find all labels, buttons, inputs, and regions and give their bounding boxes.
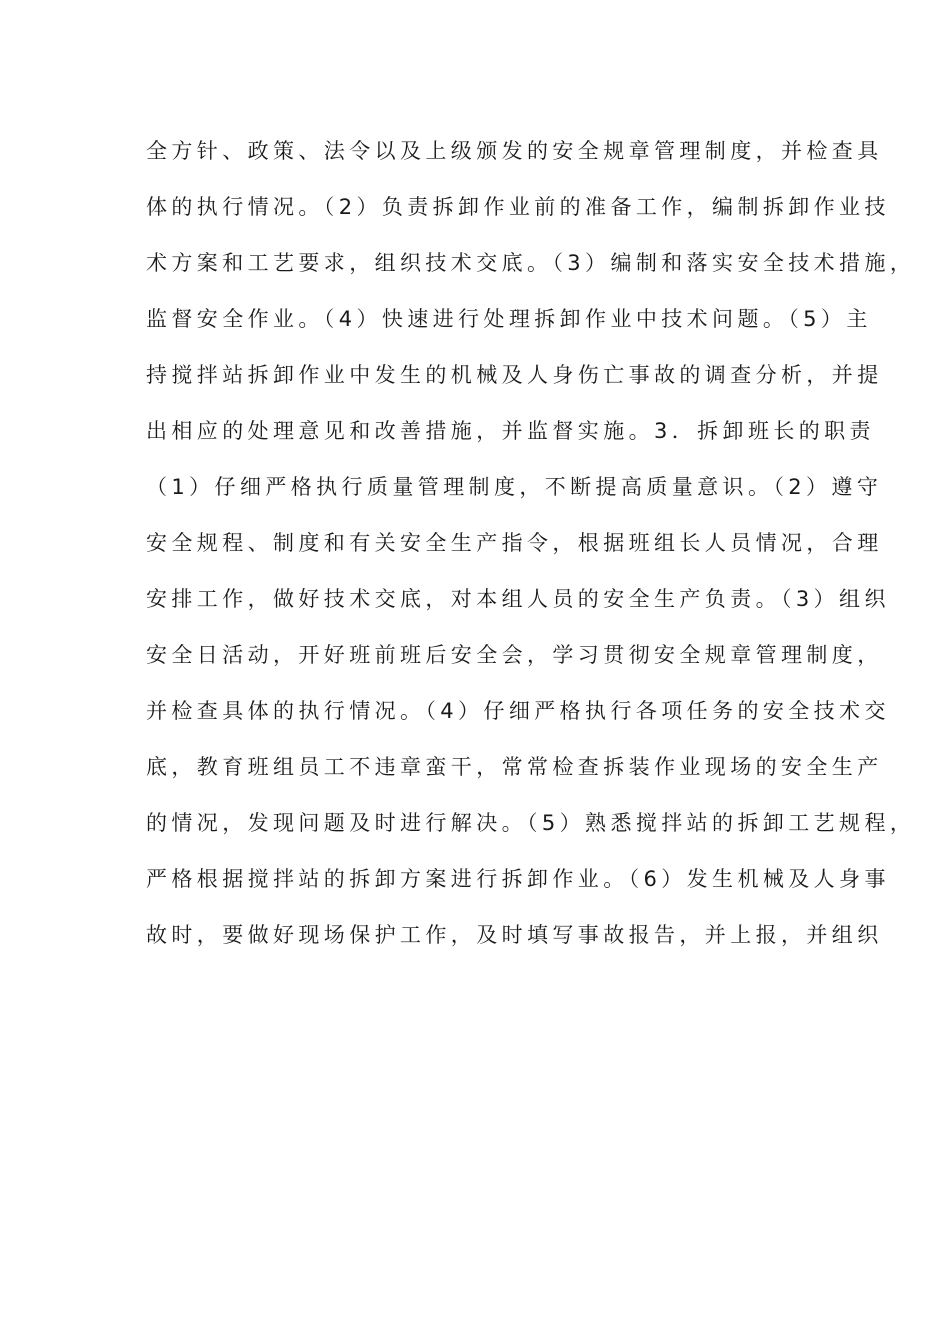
document-body-text — [146, 131, 916, 971]
text-line: （1）仔细严格执行质量管理制度，不断提高质量意识。（2）遵守 — [146, 475, 883, 499]
text-line: 故时，要做好现场保护工作，及时填写事故报告，并上报，并组织 — [146, 923, 883, 947]
text-line: 严格根据搅拌站的拆卸方案进行拆卸作业。（6）发生机械及人身事 — [146, 867, 890, 891]
text-line: 持搅拌站拆卸作业中发生的机械及人身伤亡事故的调查分析，并提 — [146, 363, 883, 387]
text-line: 的情况，发现问题及时进行解决。（5）熟悉搅拌站的拆卸工艺规程， — [146, 811, 916, 835]
text-line: 底，教育班组员工不违章蛮干，常常检查拆装作业现场的安全生产 — [146, 755, 883, 779]
text-line: 并检查具体的执行情况。（4）仔细严格执行各项任务的安全技术交 — [146, 699, 890, 723]
text-line: 监督安全作业。（4）快速进行处理拆卸作业中技术问题。（5）主 — [146, 307, 872, 331]
text-line: 安全规程、制度和有关安全生产指令，根据班组长人员情况，合理 — [146, 531, 883, 555]
text-line: 术方案和工艺要求，组织技术交底。（3）编制和落实安全技术措施， — [146, 251, 916, 275]
text-line: 体的执行情况。（2）负责拆卸作业前的准备工作，编制拆卸作业技 — [146, 195, 890, 219]
text-line: 出相应的处理意见和改善措施，并监督实施。3．拆卸班长的职责 — [146, 419, 875, 443]
text-line: 安全日活动，开好班前班后安全会，学习贯彻安全规章管理制度， — [146, 643, 883, 667]
text-line: 安排工作，做好技术交底，对本组人员的安全生产负责。（3）组织 — [146, 587, 890, 611]
text-line: 全方针、政策、法令以及上级颁发的安全规章管理制度，并检查具 — [146, 139, 883, 163]
